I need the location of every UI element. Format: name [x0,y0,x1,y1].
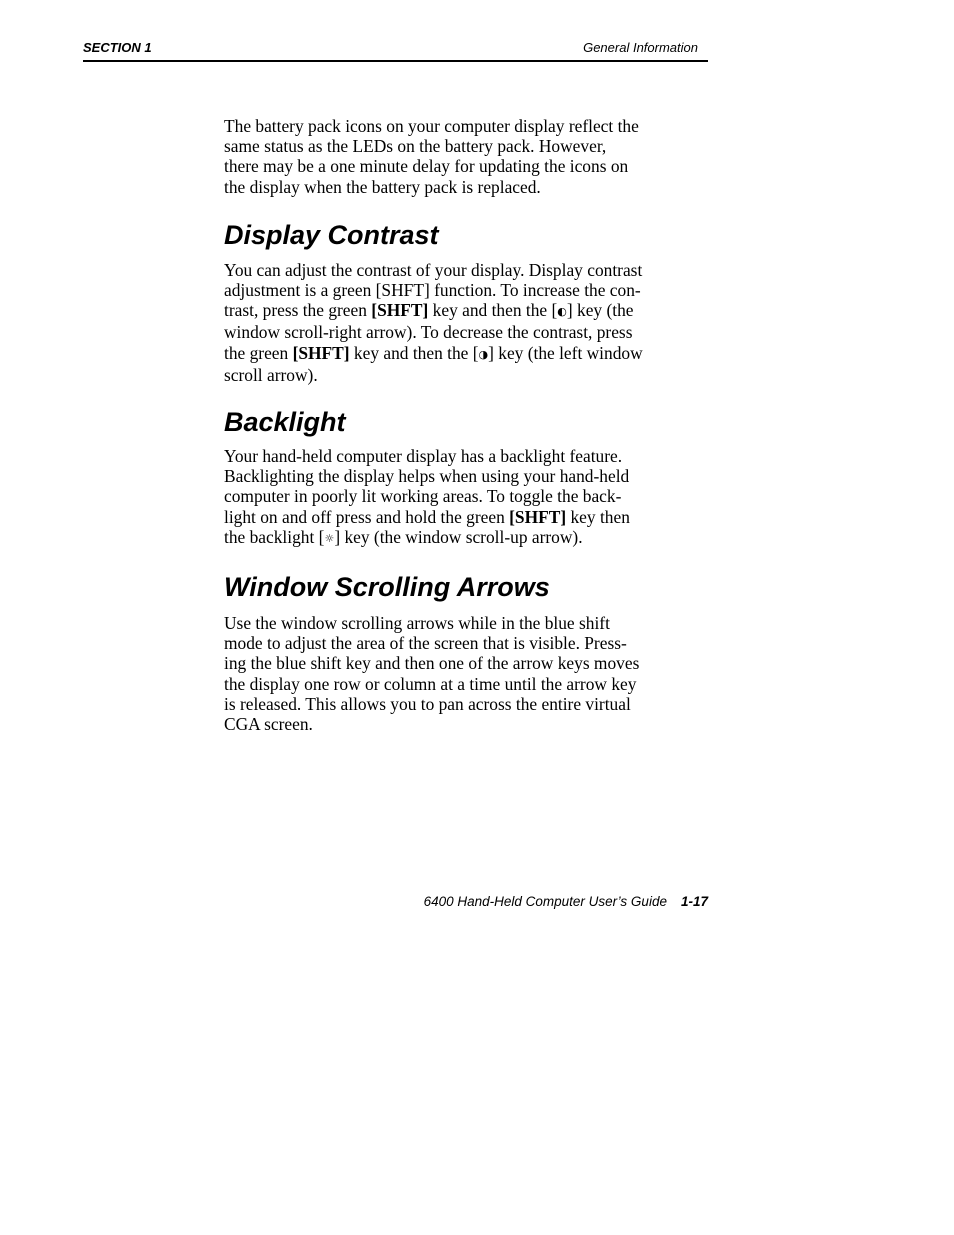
display-contrast-heading: Display Contrast [224,219,439,250]
backlight-paragraph [224,446,714,549]
intro-paragraph: The battery pack icons on your computer display reflect the same status as the LEDs on the battery pack. However, there may be a one minute delay for updating the icons on the display when the battery pack is replaced. [224,116,639,197]
page-body [224,116,714,734]
contrast-text-2: key and then the [ [428,300,558,321]
contrast-text-4: key and then the [ [349,342,479,363]
contrast-text-1: You can adjust the contrast of your display. Display contrast adjustment is a green [SHFT] function. To increase the con- trast, press the green [224,259,643,321]
guide-title: 6400 Hand-Held Computer User’s Guide [423,894,667,909]
running-footer [405,894,708,909]
contrast-text-5: ] key (the left window scroll arrow). [224,342,643,385]
contrast-increase-icon: ◐ [557,305,567,319]
backlight-icon: ☼ [324,531,335,545]
contrast-text-3: ] key (the window scroll-right arrow). To decrease the contrast, press the green [224,300,634,363]
backlight-text-3: ] key (the window scroll-up arrow). [334,526,583,547]
chapter-title: General Information [583,40,698,55]
window-scrolling-heading: Window Scrolling Arrows [224,572,550,603]
page-number: 1-17 [680,894,708,909]
backlight-text-2: key then the backlight [ [224,506,630,547]
window-scrolling-paragraph: Use the window scrolling arrows while in the blue shift mode to adjust the area of the screen that is visible. Press- ing the blue shift key and then one of the arrow keys moves the display one row or column at a time until the arrow key is released. This allows you to pan across the entire virtual CGA screen. [224,613,640,735]
running-header [83,38,708,62]
backlight-text-1: Your hand-held computer display has a backlight feature. Backlighting the display helps when using your hand-held computer in poorly lit working areas. To toggle the back- light on and off press and hold the green [224,446,630,527]
shft-key-label: [SHFT] [509,506,567,527]
display-contrast-paragraph [224,260,714,385]
shft-key-label: [SHFT] [292,342,350,363]
shft-key-label: [SHFT] [371,300,429,321]
section-label: SECTION 1 [83,40,152,55]
contrast-decrease-icon: ◑ [478,347,489,361]
backlight-heading: Backlight [224,407,346,438]
